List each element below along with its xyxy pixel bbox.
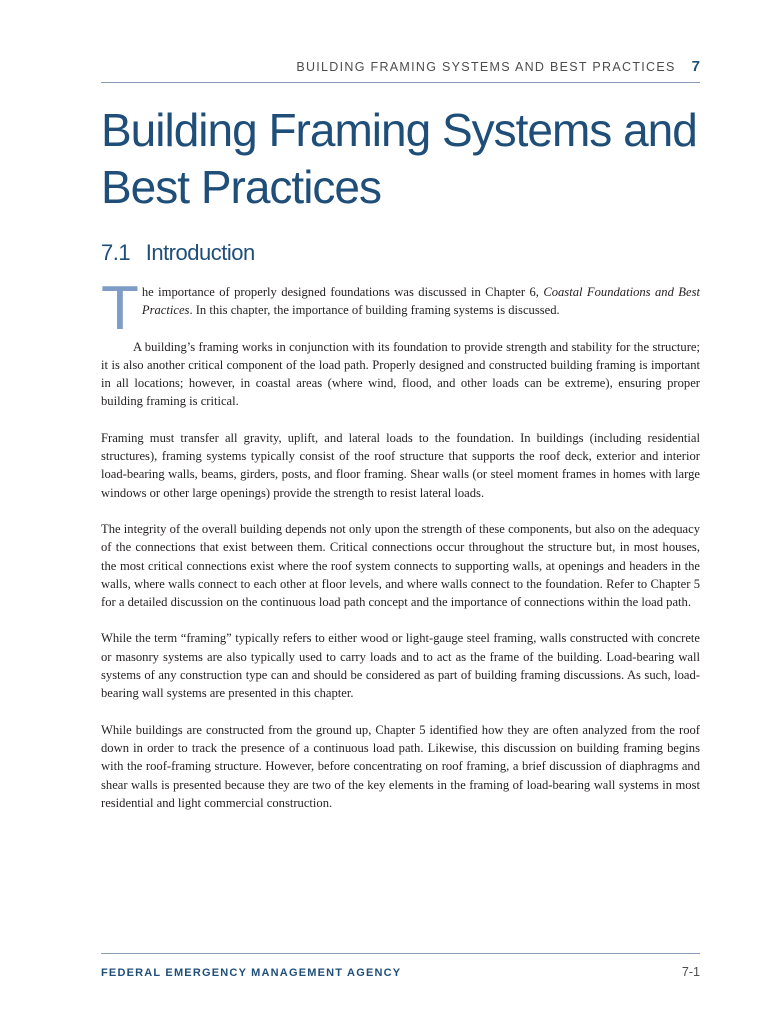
- body-paragraph: A building’s framing works in conjunction with its foundation to provide strength and stability for the structure; it is also another critical component of the load path. Properly designed and constructed building framing is important in all locations; however, in coastal areas (where wind, flood, and other loads can be extreme), ensuring proper building framing is critical.: [101, 339, 700, 409]
- body-paragraph: The integrity of the overall building depends not only upon the strength of these components, but also on the adequacy of the connections that exist between them. Critical connections occur throughout the structure but, in most houses, the most critical connections exist where the roof system connects to supporting walls, at openings and headers in the walls, where walls connect to each other at floor levels, and where walls connect to the foundation. Refer to Chapter 5 for a detailed discussion on the continuous load path concept and the importance of connections within the load path.: [101, 521, 700, 610]
- footer-agency: FEDERAL EMERGENCY MANAGEMENT AGENCY: [101, 967, 402, 979]
- section-title: Introduction: [145, 240, 255, 265]
- body-paragraph: Framing must transfer all gravity, uplift, and lateral loads to the foundation. In buildings (including residential structures), framing systems typically consist of the roof structure that supports the roof deck, exterior and interior load-bearing walls, beams, girders, posts, and floor framing. Shear walls (or steel moment frames in homes with large windows or other large openings) provide the strength to resist lateral loads.: [101, 430, 700, 500]
- body-paragraph: While buildings are constructed from the ground up, Chapter 5 identified how they are often analyzed from the roof down in order to track the presence of a continuous load path. Likewise, this discussion on building framing begins with the roof-framing structure. However, before concentrating on roof framing, a brief discussion of diaphragms and shear walls is presented because they are two of the key elements in the framing of load-bearing wall systems in most residential and light commercial construction.: [101, 722, 700, 810]
- drop-cap: T: [101, 274, 139, 343]
- intro-paragraph: [101, 274, 700, 343]
- section-number: 7.1: [101, 240, 131, 265]
- chapter-title: Building Framing Systems and Best Practices: [101, 104, 697, 213]
- running-title: BUILDING FRAMING SYSTEMS AND BEST PRACTICES: [296, 60, 676, 74]
- intro-text-after: . In this chapter, the importance of building framing systems is discussed.: [189, 303, 560, 318]
- header-divider: [101, 82, 700, 83]
- chapter-reference: Coastal Foundations and Best Practices: [141, 285, 700, 318]
- body-paragraph: While the term “framing” typically refers to either wood or light-gauge steel framing, walls constructed with concrete or masonry systems are also typically used to carry loads and to act as the frame of the building. Load-bearing wall systems of any construction type can and should be considered as part of building framing discussions. As such, load-bearing wall systems are presented in this chapter.: [101, 631, 700, 701]
- footer-page-number: 7-1: [681, 965, 700, 979]
- intro-text-before: he importance of properly designed foundations was discussed in Chapter 6,: [141, 285, 544, 299]
- running-header: [296, 58, 700, 75]
- body-text: [101, 274, 700, 830]
- footer-divider: [101, 953, 700, 954]
- section-heading: [101, 240, 255, 266]
- chapter-page-number: 7: [691, 58, 700, 75]
